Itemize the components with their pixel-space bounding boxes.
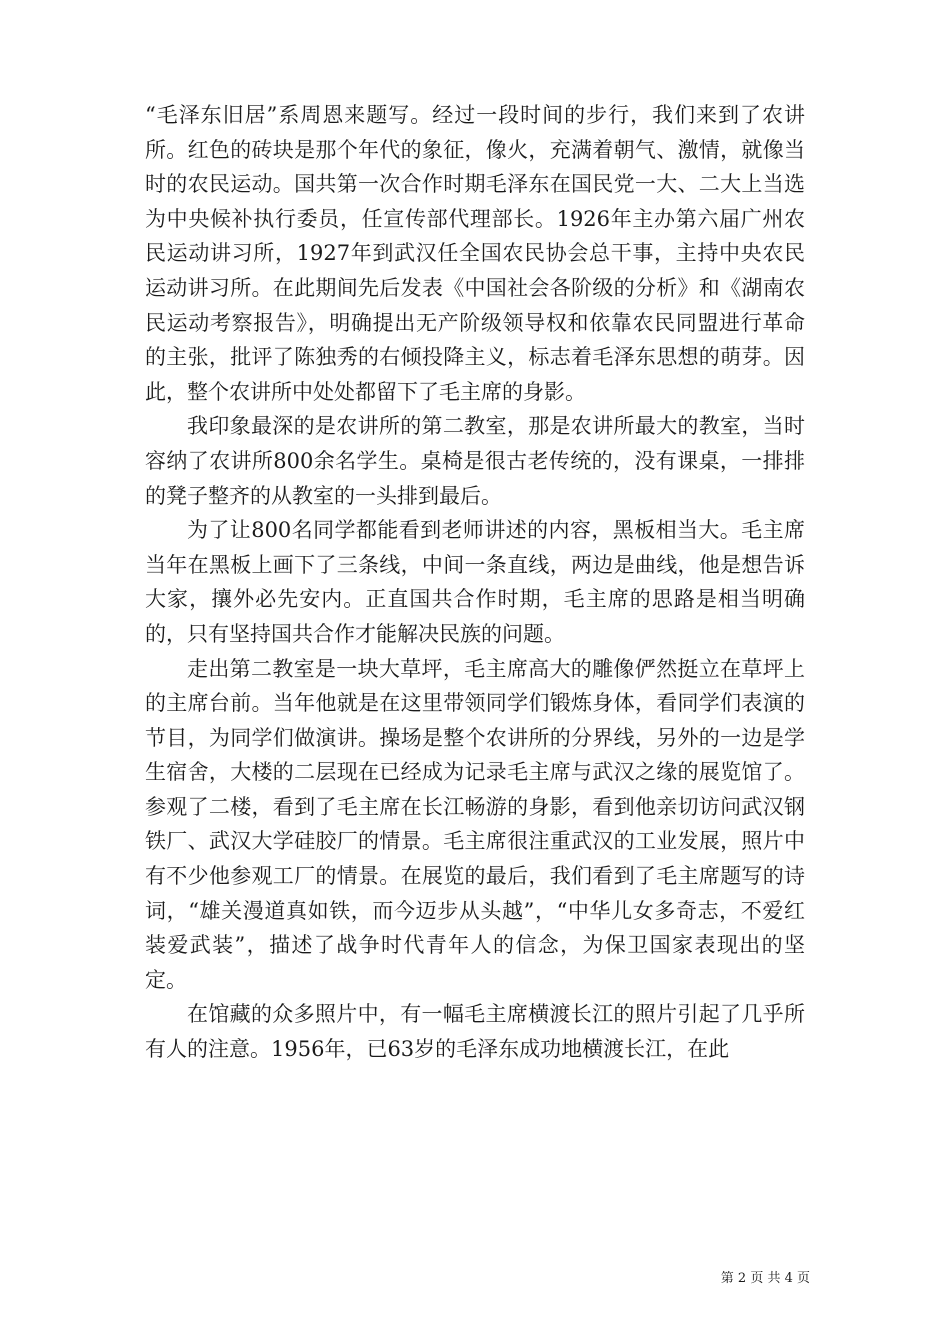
document-body <box>145 98 805 1067</box>
paragraph-3: 为了让800名同学都能看到老师讲述的内容，黑板相当大。毛主席当年在黑板上画下了三条线，中间一条直线，两边是曲线，他是想告诉大家，攘外必先安内。正直国共合作时期，毛主席的思路是相当明确的，只有坚持国共合作才能解决民族的问题。 <box>145 518 805 646</box>
paragraph-1: “毛泽东旧居”系周恩来题写。经过一段时间的步行，我们来到了农讲所。红色的砖块是那个年代的象征，像火，充满着朝气、激情，就像当时的农民运动。国共第一次合作时期毛泽东在国民党一大、二大上当选为中央候补执行委员，任宣传部代理部长。1926年主办第六届广州农民运动讲习所，1927年到武汉任全国农民协会总干事，主持中央农民运动讲习所。在此期间先后发表《中国社会各阶级的分析》和《湖南农民运动考察报告》，明确提出无产阶级领导权和依靠农民同盟进行革命的主张，批评了陈独秀的右倾投降主义，标志着毛泽东思想的萌芽。因此，整个农讲所中处处都留下了毛主席的身影。 <box>145 103 805 404</box>
page-number-footer: 第 2 页 共 4 页 <box>720 1271 810 1286</box>
paragraph-4: 走出第二教室是一块大草坪，毛主席高大的雕像俨然挺立在草坪上的主席台前。当年他就是在这里带领同学们锻炼身体，看同学们表演的节目，为同学们做演讲。操场是整个农讲所的分界线，另外的一边是学生宿舍，大楼的二层现在已经成为记录毛主席与武汉之缘的展览馆了。参观了二楼，看到了毛主席在长江畅游的身影，看到他亲切访问武汉钢铁厂、武汉大学硅胶厂的情景。毛主席很注重武汉的工业发展，照片中有不少他参观工厂的情景。在展览的最后，我们看到了毛主席题写的诗词，“雄关漫道真如铁，而今迈步从头越”，“中华儿女多奇志，不爱红装爱武装”，描述了战争时代青年人的信念，为保卫国家表现出的坚定。 <box>145 656 805 992</box>
paragraph-5: 在馆藏的众多照片中，有一幅毛主席横渡长江的照片引起了几乎所有人的注意。1956年，已63岁的毛泽东成功地横渡长江，在此 <box>145 1002 805 1062</box>
paragraph-2: 我印象最深的是农讲所的第二教室，那是农讲所最大的教室，当时容纳了农讲所800余名学生。桌椅是很古老传统的，没有课桌，一排排的凳子整齐的从教室的一头排到最后。 <box>145 414 805 508</box>
